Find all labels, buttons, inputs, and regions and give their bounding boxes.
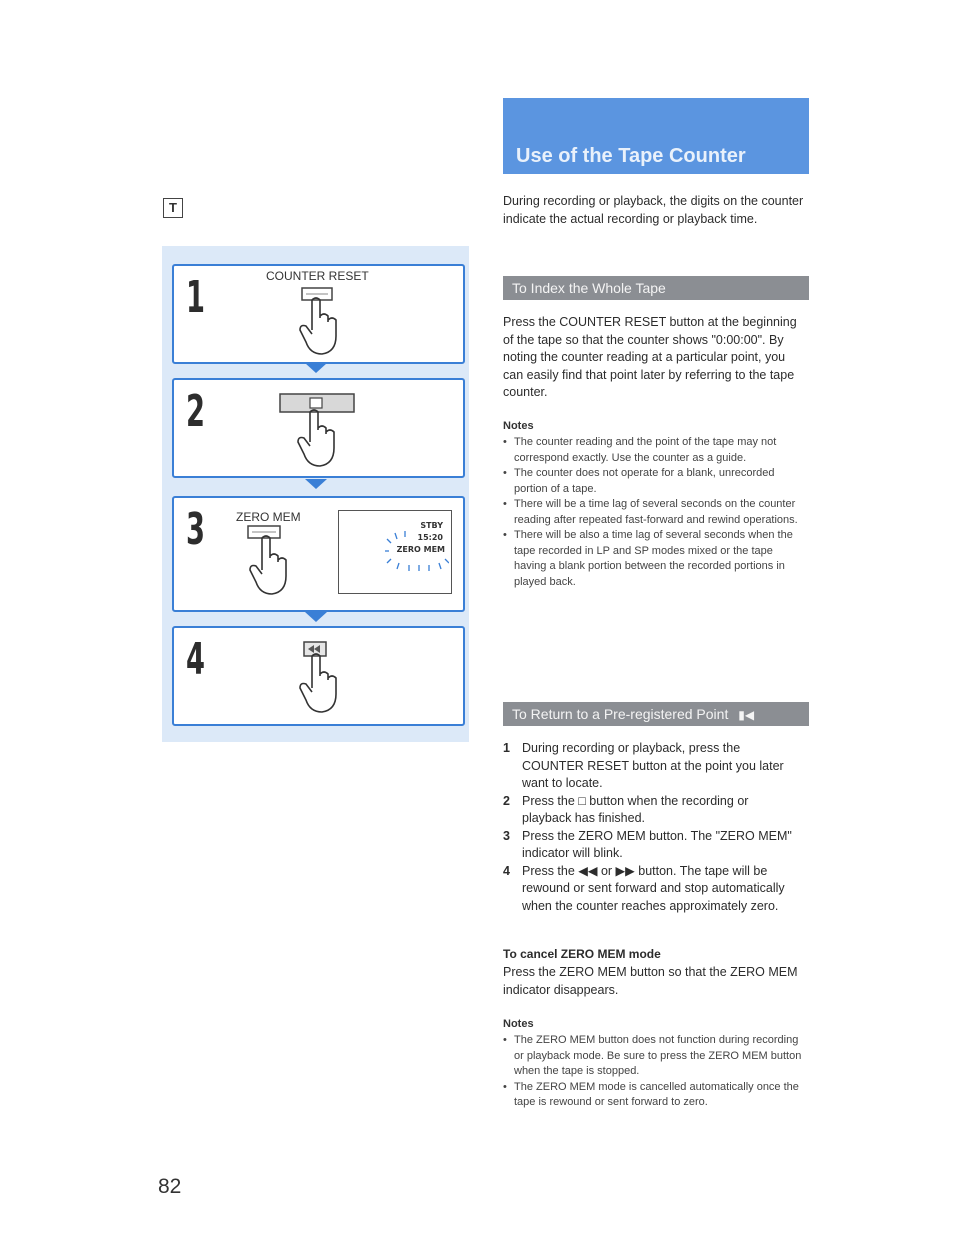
index-mark-icon: ▮◀ <box>738 708 755 722</box>
step-3-box <box>172 496 465 612</box>
step-1-box <box>172 264 465 364</box>
counter-reset-button-hand-icon <box>294 286 354 358</box>
step-number: 1 <box>186 272 205 323</box>
stop-button-hand-icon <box>274 390 364 470</box>
note-item: • The ZERO MEM button does not function during recording or playback mode. Be sure to press the ZERO MEM button when the tape is stopped. <box>503 1033 805 1080</box>
page-title: Use of the Tape Counter <box>516 145 746 167</box>
intro-text: During recording or playback, the digits on the counter indicate the actual recording or playback time. <box>503 194 804 226</box>
step-item-text: Press the ◀◀ or ▶▶ button. The tape will be rewound or sent forward and stop automatically when the counter reaches approximately zero. <box>522 863 785 913</box>
note-item: • The counter reading and the point of the tape may not correspond exactly. Use the counter as a guide. <box>503 435 801 466</box>
step-number: 2 <box>186 386 205 437</box>
notes-list <box>503 435 801 590</box>
step-2-box <box>172 378 465 478</box>
note-item: • There will be a time lag of several seconds on the counter reading after repeated fast-forward and rewind operations. <box>503 497 801 528</box>
display-time: 15:20 <box>417 533 443 542</box>
step-item <box>503 828 795 863</box>
cancel-heading: To cancel ZERO MEM mode <box>503 947 661 961</box>
blink-rays-icon <box>383 529 449 573</box>
step-item-number: 3 <box>503 828 510 843</box>
note-item: • The counter does not operate for a blank, unrecorded portion of a tape. <box>503 466 801 497</box>
step-item-number: 1 <box>503 741 510 755</box>
section-mark: T <box>163 198 183 218</box>
cancel-body: Press the ZERO MEM button so that the ZERO MEM indicator disappears. <box>503 965 798 997</box>
step-item-text: During recording or playback, press the COUNTER RESET button at the point you later want to locate. <box>522 741 784 790</box>
step-item-number: 2 <box>503 793 510 808</box>
notes-list <box>503 1033 805 1111</box>
down-arrow-icon <box>305 612 327 622</box>
zero-mem-button-hand-icon <box>244 524 304 600</box>
notes-heading: Notes <box>503 1018 534 1030</box>
display-stby: STBY <box>420 521 443 530</box>
rewind-button-hand-icon <box>294 638 354 718</box>
down-arrow-icon <box>305 363 327 373</box>
down-arrow-icon <box>305 479 327 489</box>
page-number: 82 <box>158 1175 182 1198</box>
counter-display <box>338 510 452 594</box>
notes-heading: Notes <box>503 420 534 432</box>
zero-mem-label: ZERO MEM <box>236 510 301 524</box>
step-illustration-panel <box>162 246 469 742</box>
title-banner <box>503 98 809 174</box>
section-heading-text: To Index the Whole Tape <box>512 280 666 296</box>
step-item <box>503 793 795 828</box>
step-item-number: 4 <box>503 863 510 878</box>
step-item <box>503 740 795 793</box>
section-heading <box>503 702 809 726</box>
note-item: • There will be also a time lag of several seconds when the tape recorded in LP and SP modes mixed or the tape having a blank portion between the recorded portions in played back. <box>503 528 801 590</box>
step-item-text: Press the □ button when the recording or playback has finished. <box>522 793 749 825</box>
display-zero-mem: ZERO MEM <box>396 545 445 554</box>
section-body: Press the COUNTER RESET button at the beginning of the tape so that the counter shows "0:00:00". By noting the counter reading at a particular point, you can easily find that point later by referring to the tape counter. <box>503 315 797 399</box>
step-item-text: Press the ZERO MEM button. The "ZERO MEM" indicator will blink. <box>522 828 792 860</box>
step-number: 4 <box>186 634 205 685</box>
counter-reset-label: COUNTER RESET <box>266 269 369 283</box>
section-heading-text: To Return to a Pre-registered Point <box>512 706 729 722</box>
section-heading <box>503 276 809 300</box>
steps-list <box>503 740 795 915</box>
step-4-box <box>172 626 465 726</box>
step-number: 3 <box>186 504 205 555</box>
note-item: • The ZERO MEM mode is cancelled automatically once the tape is rewound or sent forward to zero. <box>503 1080 805 1111</box>
step-item <box>503 863 795 916</box>
